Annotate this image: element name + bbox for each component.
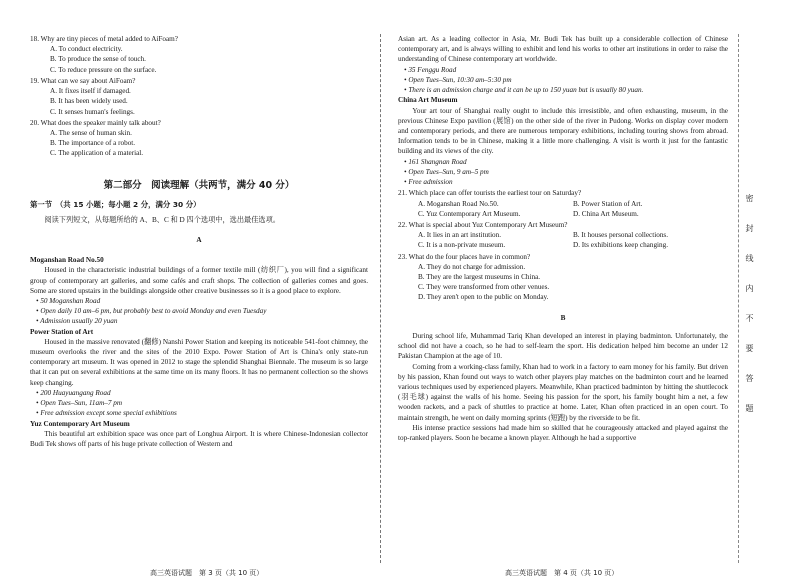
option-b: B. To produce the sense of touch. (50, 55, 146, 64)
china-art-hours: • Open Tues–Sun, 9 am–5 pm (404, 167, 489, 176)
option-b: B. They are the largest museums in China. (418, 273, 541, 282)
seal-char: 不 (745, 314, 754, 322)
option-b: B. It houses personal collections. (573, 231, 669, 240)
option-c: C. The application of a material. (50, 149, 144, 158)
option-d: D. China Art Museum. (573, 209, 639, 218)
passage-b-paragraph-3: His intense practice sessions had made him so skilled that he courageously attacked and played against the top-ranked players. Soon he became a known player. Although he had a supportive (398, 423, 728, 443)
option-a: A. The sense of human skin. (50, 128, 132, 137)
seal-char: 要 (745, 344, 754, 352)
question-stem: 18. Why are tiny pieces of metal added to AiFoam? (30, 35, 178, 43)
seal-char: 题 (745, 404, 754, 412)
seal-char: 答 (745, 374, 754, 382)
option-c: C. It is a non-private museum. (418, 241, 506, 250)
seal-line-margin (738, 34, 779, 563)
moganshan-admission: • Admission usually 20 yuan (36, 317, 118, 326)
section-1-header: 第一节 （共 15 小题；每小题 2 分，满分 30 分） (30, 200, 201, 210)
yuz-admission: • There is an admission charge and it can be up to 150 yuan but is usually 80 yuan. (404, 86, 644, 95)
question-stem: 21. Which place can offer tourists the earliest tour on Saturday? (398, 189, 582, 198)
yuz-body-continued: Asian art. As a leading collector in Asia, Mr. Budi Tek has built up a considerable collection of Chinese contemporary art, and is always willing to exhibit and lend his works to other art institutions in order to raise the understanding of Chinese contemporary art worldwide. (398, 35, 728, 64)
question-21 (398, 188, 728, 219)
moganshan-title: Moganshan Road No.50 (30, 256, 104, 265)
moganshan-body: Housed in the characteristic industrial buildings of a former textile mill (纺织厂), you will find a significant group of contemporary art galleries, and some cafés and craft shops. The collection of galleries comes and goes. Some are stored upstairs in the buildings alongside other creative businesses so it is a good place to explore. (30, 266, 368, 295)
passage-b-paragraph-1: During school life, Muhammad Tariq Khan developed an interest in playing badminton. Unfortunately, the school did not have a coach, so he had to self-learn the sport. His dedication helped him become an under 12 Pakistan Champion at the age of 10. (398, 331, 728, 361)
option-a: A. To conduct electricity. (50, 45, 123, 54)
china-art-body: Your art tour of Shanghai really ought to include this irresistible, and often exhausting, museum, in the previous Chinese Expo pavilion (展馆) on the other side of the river in Pudong. Works on display cover modern and contemporary periods, and there are numerous temporary exhibitions, including touring shows from abroad. Information tends to be in Chinese, making it a little more challenging. A visit is worth it just for the fantastic building and its views of the city. (398, 106, 728, 156)
china-art-address: • 161 Shangnan Road (404, 157, 467, 166)
page-divider (380, 34, 381, 563)
power-station-title: Power Station of Art (30, 327, 94, 336)
china-art-admission: • Free admission (404, 178, 453, 187)
option-c: C. They were transformed from other venues. (418, 283, 550, 292)
option-a: A. It fixes itself if damaged. (50, 87, 131, 96)
passage-b-label: B (560, 313, 566, 322)
question-stem: 20. What does the speaker mainly talk about? (30, 118, 161, 127)
question-stem: 19. What can we say about AiFoam? (30, 76, 136, 85)
question-18 (30, 34, 368, 75)
option-c: C. To reduce pressure on the surface. (50, 65, 157, 74)
option-b: B. It has been widely used. (50, 97, 128, 106)
option-a: A. They do not charge for admission. (418, 262, 526, 271)
option-b: B. Power Station of Art. (573, 199, 643, 208)
power-station-body: Housed in the massive renovated (翻修) Nanshi Power Station and keeping its noticeable 541-foot chimney, the museum overlooks the river and the sites of the 2010 Expo. Power Station of Art is China's only state-run contemporary art museum. It was opened in 2012 to stage the splendid Shanghai Biennale. The museum is so large that it can put on several exhibitions at the same time on its many floors. It has no permanent collection so the shows keep changing. (30, 337, 368, 387)
left-page-footer: 高三英语试题 第 3 页（共 10 页） (150, 569, 264, 578)
question-19 (30, 76, 368, 117)
option-d: D. Its exhibitions keep changing. (573, 241, 669, 250)
moganshan-address: • 50 Moganshan Road (36, 296, 101, 305)
yuz-body: This beautiful art exhibition space was once part of Longhua Airport. It is where Chinese-Indonesian collector Budi Tek shows off parts of his huge private collection of Western and (30, 429, 368, 448)
left-page (30, 0, 368, 585)
question-23 (398, 252, 728, 303)
option-a: A. It lies in an art institution. (418, 231, 502, 240)
power-station-hours: • Open Tues–Sun, 11am–7 pm (36, 399, 123, 408)
seal-char: 内 (745, 284, 754, 292)
moganshan-hours: • Open daily 10 am–6 pm, but probably best to avoid Monday and even Tuesday (36, 307, 267, 316)
instruction: 阅读下列短文，从每题所给的 A、B、C 和 D 四个选项中，选出最佳选项。 (44, 215, 280, 224)
option-c: C. It senses human's feelings. (50, 107, 135, 116)
question-20 (30, 118, 368, 159)
passage-a-label: A (196, 235, 202, 244)
yuz-address: • 35 Fenggu Road (404, 65, 457, 74)
power-station-admission: • Free admission except some special exhibitions (36, 409, 177, 418)
part-2-title: 第二部分 阅读理解（共两节，满分 40 分） (103, 179, 295, 191)
power-station-address: • 200 Huayuangang Road (36, 388, 111, 397)
passage-b-paragraph-2: Coming from a working-class family, Khan had to work in a factory to earn money for his family. But driven by his passion, Khan found out ways to watch other players play matches on the badminton court and he learned various techniques used by experienced players. Meanwhile, Khan practiced badminton by hitting the shuttlecock (羽毛球) against the walls of his home. Seeing his passion for the sport, his family bought him a net, a few wooden rackets, and a pack of shuttles to practice at home. Later, Khan often practiced in an open court. To maintain strength, he went on daily morning sprints (短跑) by the riverside to be fit. (398, 362, 728, 422)
option-d: D. They aren't open to the public on Monday. (418, 293, 549, 302)
option-c: C. Yuz Contemporary Art Museum. (418, 209, 521, 218)
question-stem: 22. What is special about Yuz Contemporary Art Museum? (398, 220, 568, 229)
option-a: A. Moganshan Road No.50. (418, 199, 499, 208)
question-22 (398, 220, 728, 251)
yuz-hours: • Open Tues–Sun, 10:30 am–5:30 pm (404, 75, 512, 84)
option-b: B. The importance of a robot. (50, 139, 136, 148)
china-art-title: China Art Museum (398, 96, 458, 105)
right-page (398, 0, 728, 585)
seal-char: 封 (745, 224, 754, 232)
yuz-title: Yuz Contemporary Art Museum (30, 419, 130, 428)
question-stem: 23. What do the four places have in common? (398, 252, 531, 261)
seal-char: 线 (745, 254, 754, 262)
right-page-footer: 高三英语试题 第 4 页（共 10 页） (505, 569, 619, 578)
seal-char: 密 (745, 194, 754, 202)
